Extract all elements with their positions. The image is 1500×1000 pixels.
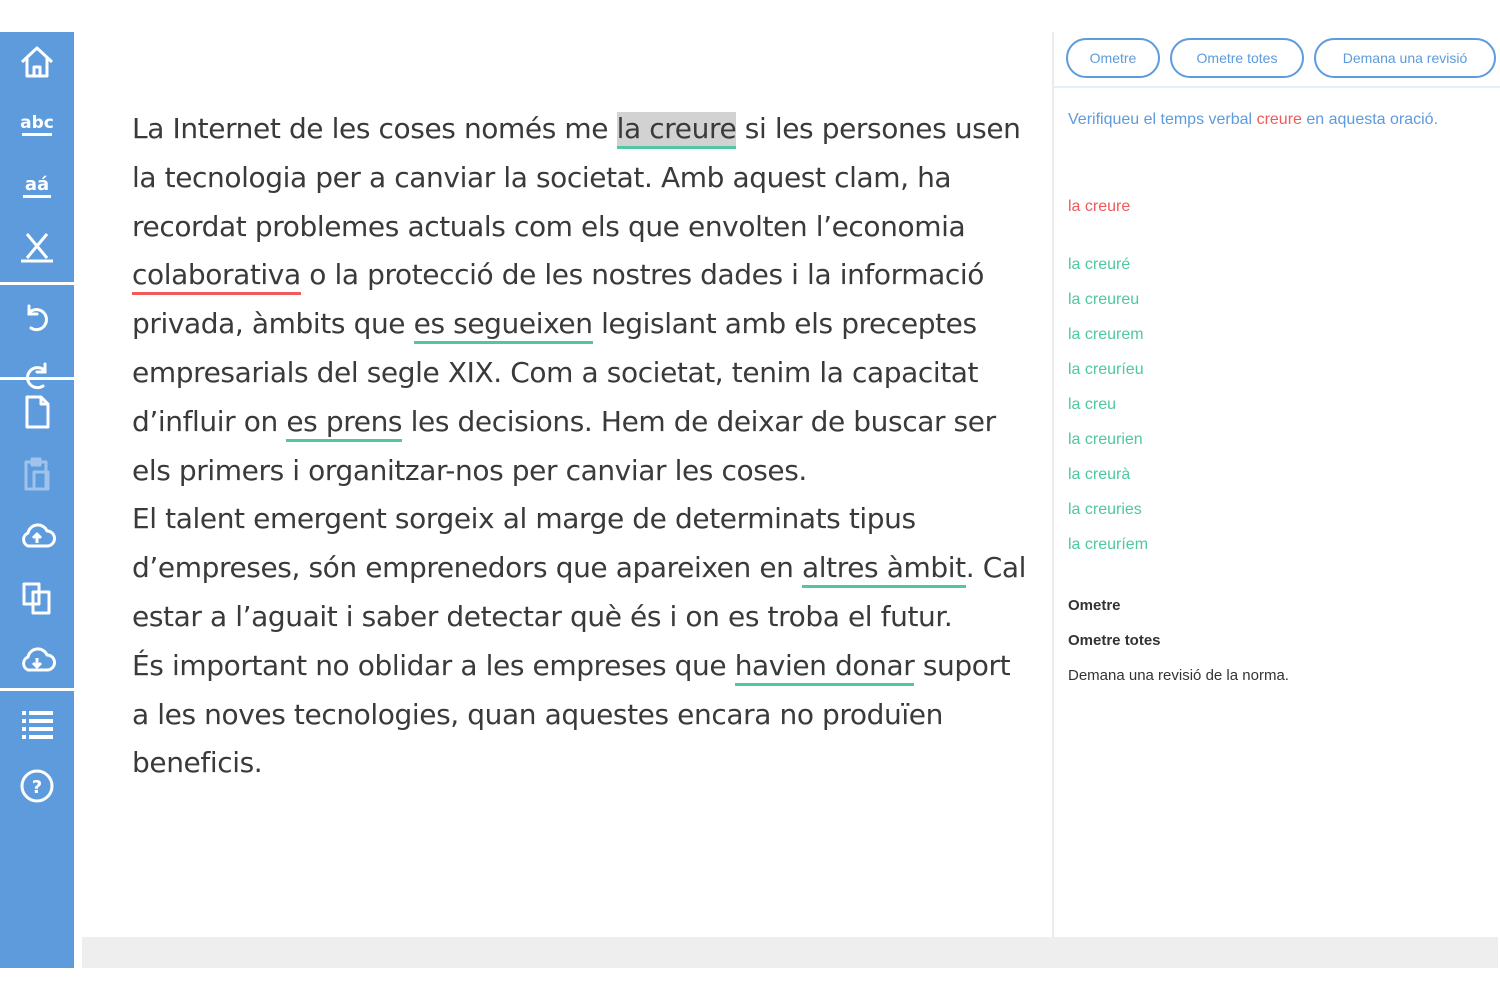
new-document-icon[interactable]	[0, 384, 74, 440]
suggestion-panel	[1052, 32, 1500, 937]
skip-all-link[interactable]: Ometre totes	[1068, 632, 1161, 649]
spelling-error[interactable]: colaborativa	[132, 258, 301, 295]
copy-icon[interactable]	[0, 570, 74, 626]
status-bar	[82, 937, 1498, 968]
text-run: legislant amb els preceptes empresarials del segle XIX. Com a societat, tenim la capacitat d’influir on	[132, 307, 979, 438]
suggestion-list	[1068, 252, 1148, 567]
svg-text:aá: aá	[24, 174, 50, 195]
request-review-link[interactable]: Demana una revisió de la norma.	[1068, 667, 1289, 684]
grammar-error[interactable]: es segueixen	[414, 307, 593, 344]
skip-link[interactable]: Ometre	[1068, 597, 1121, 614]
text-run: suport a les noves tecnologies, quan aquestes encara no produïen beneficis.	[132, 648, 1011, 780]
text-run: o la protecció de les nostres dades i la informació privada, àmbits que	[132, 258, 984, 341]
message-text: en aquesta oració.	[1306, 111, 1439, 128]
grammar-error[interactable]: altres àmbit	[802, 551, 966, 588]
skip-all-button[interactable]: Ometre totes	[1170, 38, 1304, 78]
request-review-button[interactable]: Demana una revisió	[1314, 38, 1496, 78]
text-run: si les persones usen la tecnologia per a canviar la societat. Amb aquest clam, ha recordat problemes actuals com els que envolten l’economia	[132, 112, 1021, 243]
message-keyword: creure	[1256, 111, 1302, 128]
undo-icon[interactable]	[0, 290, 74, 346]
suggestion-item[interactable]: la creuries	[1068, 501, 1142, 518]
suggestion-item[interactable]: la creuríem	[1068, 536, 1149, 553]
grammar-error[interactable]: havien donar	[735, 649, 915, 686]
text-run: El talent emergent sorgeix al marge de determinats tipus d’empreses, són emprenedors que apareixen en	[132, 502, 916, 585]
svg-text:abc: abc	[20, 113, 54, 133]
grammar-error[interactable]: es prens	[286, 405, 402, 442]
panel-toolbar	[1054, 32, 1500, 88]
paragraph	[132, 642, 1032, 788]
help-icon[interactable]	[0, 758, 74, 814]
skip-button[interactable]: Ometre	[1066, 38, 1160, 78]
suggestion-item[interactable]: la creurien	[1068, 431, 1143, 448]
list-icon[interactable]	[0, 696, 74, 752]
spellcheck-abc-icon[interactable]	[0, 96, 74, 152]
svg-text:?: ?	[31, 777, 43, 798]
original-text: la creure	[1068, 198, 1131, 215]
text-run: La Internet de les coses només me	[132, 112, 617, 145]
error-message	[1068, 108, 1488, 132]
suggestion-item[interactable]: la creurà	[1068, 466, 1131, 483]
text-run: . Cal estar a l’aguait i saber detectar què és i on es troba el futur.	[132, 551, 1027, 633]
suggestion-item[interactable]: la creureu	[1068, 291, 1140, 308]
paragraph	[132, 495, 1032, 641]
left-toolbar	[0, 32, 74, 968]
document-text[interactable]	[132, 105, 1032, 788]
text-run: És important no oblidar a les empreses que	[132, 648, 735, 682]
upload-cloud-icon[interactable]	[0, 508, 74, 564]
paste-icon[interactable]	[0, 446, 74, 502]
suggestion-item[interactable]: la creuré	[1068, 256, 1131, 273]
suggestion-item[interactable]: la creuríeu	[1068, 361, 1144, 378]
home-icon[interactable]	[0, 34, 74, 90]
suggestion-item[interactable]: la creu	[1068, 396, 1117, 413]
suggestion-item[interactable]: la creurem	[1068, 326, 1144, 343]
error-highlight-selected[interactable]: la creure	[617, 112, 737, 149]
message-text: Verifiqueu el temps verbal	[1068, 111, 1253, 128]
editor-panel[interactable]	[82, 32, 1050, 937]
paragraph	[132, 105, 1032, 495]
clear-format-icon[interactable]	[0, 220, 74, 276]
accent-check-icon[interactable]	[0, 158, 74, 214]
text-run: les decisions. Hem de deixar de buscar ser els primers i organitzar-nos per canviar les coses.	[132, 404, 996, 487]
download-cloud-icon[interactable]	[0, 632, 74, 688]
